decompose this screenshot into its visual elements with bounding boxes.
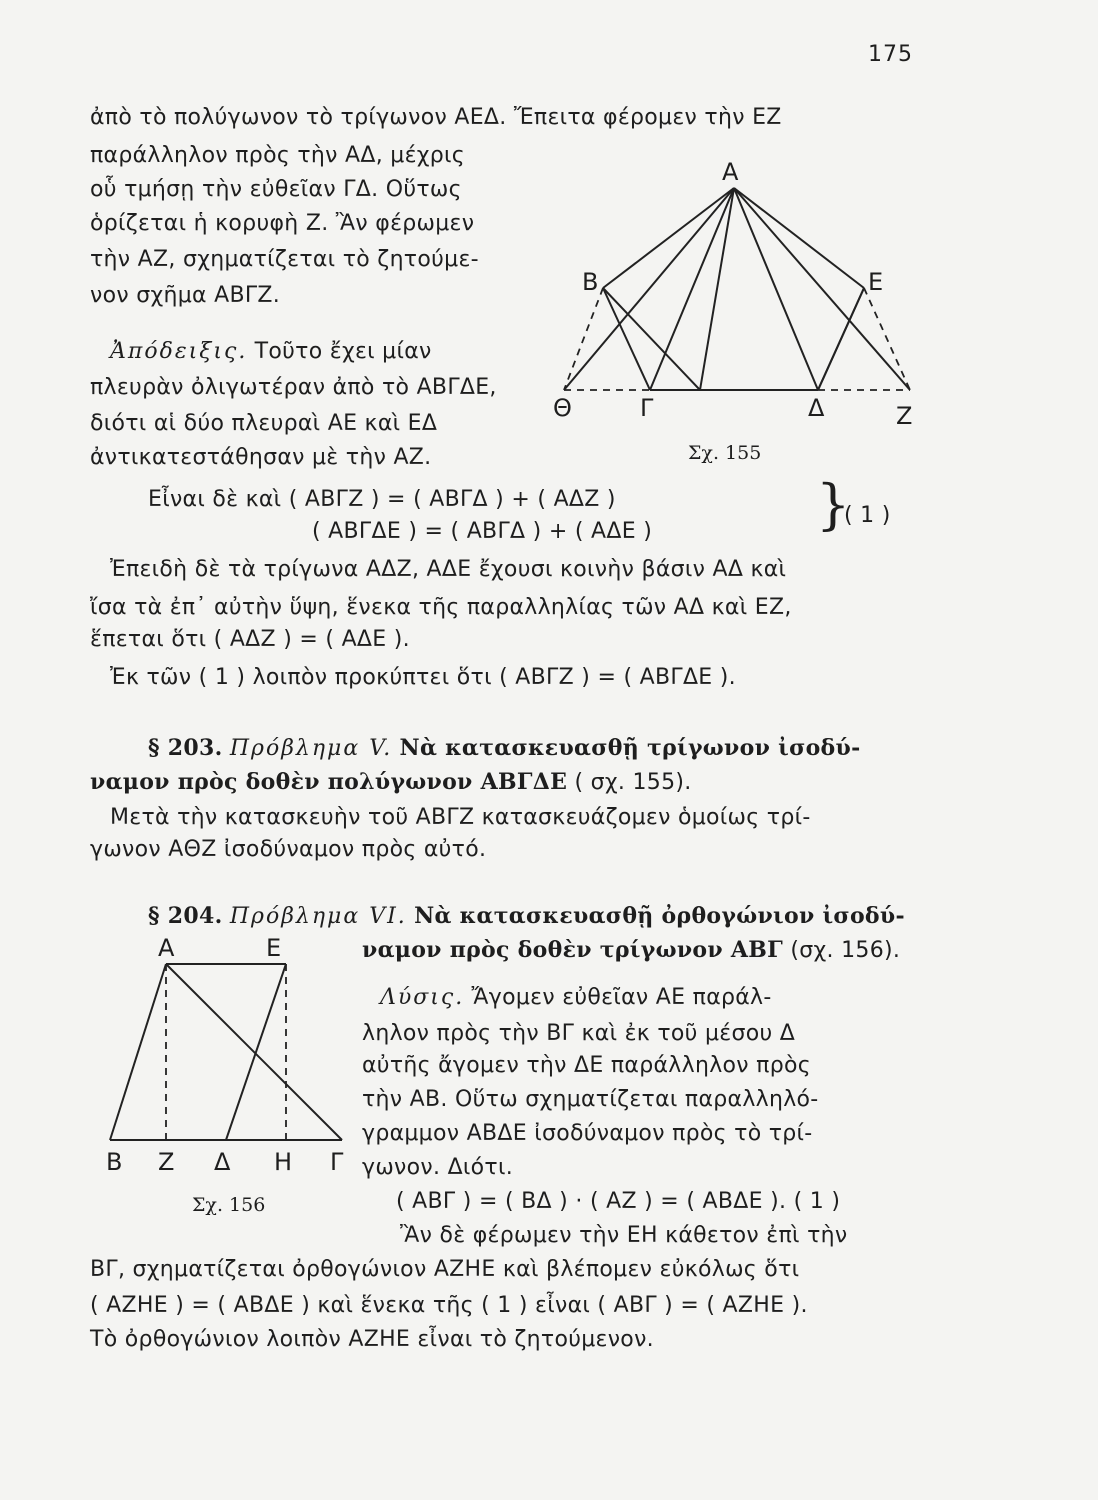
label-A: Α (158, 934, 175, 962)
line-AB (110, 964, 166, 1140)
text-line: ἀντικατεστάθησαν μὲ τὴν ΑΖ. (90, 445, 432, 470)
section-204-title-a: Νὰ κατασκευασθῇ ὀρθογώνιον ἰσοδύ- (414, 903, 905, 929)
text-line: γραμμον ΑΒΔΕ ἰσοδύναμον πρὸς τὸ τρί- (362, 1121, 813, 1146)
text-line: γωνον ΑΘΖ ἰσοδύναμον πρὸς αὐτό. (90, 837, 487, 862)
equation-line-2: ( ΑΒΓΔΕ ) = ( ΑΒΓΔ ) + ( ΑΔΕ ) (312, 519, 653, 544)
section-204-ref: (σχ. 156). (790, 938, 901, 963)
text-line: ΒΓ, σχηματίζεται ὀρθογώνιον ΑΖΗΕ καὶ βλέπομεν εὐκόλως ὅτι (90, 1257, 800, 1282)
label-E: Ε (868, 268, 884, 296)
figure-155-caption: Σχ. 155 (688, 442, 762, 464)
equation-line-1: Εἶναι δὲ καὶ ( ΑΒΓΖ ) = ( ΑΒΓΔ ) + ( ΑΔΖ ) (148, 487, 616, 512)
label-A: Α (722, 158, 739, 186)
text-line: Μετὰ τὴν κατασκευὴν τοῦ ΑΒΓΖ κατασκευάζομεν ὁμοίως τρί- (110, 805, 811, 830)
text-line: Ἂν δὲ φέρωμεν τὴν ΕΗ κάθετον ἐπὶ τὴν (400, 1223, 848, 1248)
section-204-problem: Πρόβλημα VI. (229, 904, 407, 929)
section-203-title-b: ναμον πρὸς δοθὲν πολύγωνον ΑΒΓΔΕ (90, 769, 568, 795)
label-D: Δ (214, 1148, 231, 1176)
text-line: τὴν ΑΖ, σχηματίζεται τὸ ζητούμε- (90, 247, 479, 272)
text-line: ληλον πρὸς τὴν ΒΓ καὶ ἐκ τοῦ μέσου Δ (362, 1021, 796, 1046)
text-line: αὐτῆς ἄγομεν τὴν ΔΕ παράλληλον πρὸς (362, 1053, 811, 1078)
label-G: Γ (330, 1148, 344, 1176)
section-203-number: § 203. (148, 735, 223, 761)
label-Th: Θ (553, 394, 572, 422)
section-203-title-a: Νὰ κατασκευασθῇ τρίγωνον ἰσοδύ- (399, 735, 861, 761)
label-D: Δ (808, 394, 825, 422)
text-line: ( ΑΖΗΕ ) = ( ΑΒΔΕ ) καὶ ἕνεκα τῆς ( 1 ) εἶναι ( ΑΒΓ ) = ( ΑΖΗΕ ). (90, 1293, 808, 1318)
line-AG (166, 964, 342, 1140)
text-line: παράλληλον πρὸς τὴν ΑΔ, μέχρις (90, 143, 466, 168)
text-line: γωνον. Διότι. (362, 1155, 514, 1180)
text-line: τὴν ΑΒ. Οὕτω σχηματίζεται παραλληλό- (362, 1087, 819, 1112)
solution-heading: Λύσις. (380, 985, 465, 1010)
label-G: Γ (640, 394, 654, 422)
label-B: Β (106, 1148, 123, 1176)
label-Z: Ζ (896, 402, 913, 430)
section-203-ref: ( σχ. 155). (574, 770, 692, 795)
text-line: Ἐπειδὴ δὲ τὰ τρίγωνα ΑΔΖ, ΑΔΕ ἔχουσι κοινὴν βάσιν ΑΔ καὶ (110, 557, 787, 582)
line-ED (226, 964, 286, 1140)
section-204-title-b: ναμον πρὸς δοθὲν τρίγωνον ΑΒΓ (362, 937, 784, 963)
label-H: Η (274, 1148, 293, 1176)
solution-first-tail: Ἄγομεν εὐθεῖαν ΑΕ παράλ- (471, 985, 772, 1010)
label-Z: Ζ (158, 1148, 175, 1176)
proof-first-tail: Τοῦτο ἔχει μίαν (254, 339, 432, 364)
brace-symbol: } (816, 473, 851, 536)
text-line: νον σχῆμα ΑΒΓΖ. (90, 283, 281, 308)
text-line: Τὸ ὀρθογώνιον λοιπὸν ΑΖΗΕ εἶναι τὸ ζητούμενον. (90, 1327, 654, 1352)
proof-heading: Ἀπόδειξις. (110, 339, 248, 364)
label-B: Β (582, 268, 599, 296)
page-number: 175 (868, 42, 913, 67)
section-204-number: § 204. (148, 903, 223, 929)
text-line: ἕπεται ὅτι ( ΑΔΖ ) = ( ΑΔΕ ). (90, 627, 410, 652)
text-line: διότι αἱ δύο πλευραὶ ΑΕ καὶ ΕΔ (90, 411, 438, 436)
solution-equation: ( ΑΒΓ ) = ( ΒΔ ) · ( ΑΖ ) = ( ΑΒΔΕ ). ( 1 ) (396, 1189, 841, 1214)
text-line: ἀπὸ τὸ πολύγωνον τὸ τρίγωνον ΑΕΔ. Ἔπειτα φέρομεν τὴν ΕΖ (90, 105, 782, 130)
text-line: Ἐκ τῶν ( 1 ) λοιπὸν προκύπτει ὅτι ( ΑΒΓΖ ) = ( ΑΒΓΔΕ ). (110, 665, 736, 690)
figure-156-caption: Σχ. 156 (192, 1194, 266, 1216)
text-line: ἴσα τὰ ἐπ᾽ αὐτὴν ὕψη, ἕνεκα τῆς παραλληλίας τῶν ΑΔ καὶ ΕΖ, (90, 595, 792, 620)
section-203-problem: Πρόβλημα V. (229, 736, 393, 761)
equation-tag: ( 1 ) (844, 503, 891, 528)
text-line: ὁρίζεται ἡ κορυφὴ Ζ. Ἂν φέρωμεν (90, 211, 475, 236)
text-line: οὗ τμήσῃ τὴν εὐθεῖαν ΓΔ. Οὕτως (90, 177, 462, 202)
text-line: πλευρὰν ὀλιγωτέραν ἀπὸ τὸ ΑΒΓΔΕ, (90, 375, 497, 400)
label-E: Ε (266, 934, 282, 962)
